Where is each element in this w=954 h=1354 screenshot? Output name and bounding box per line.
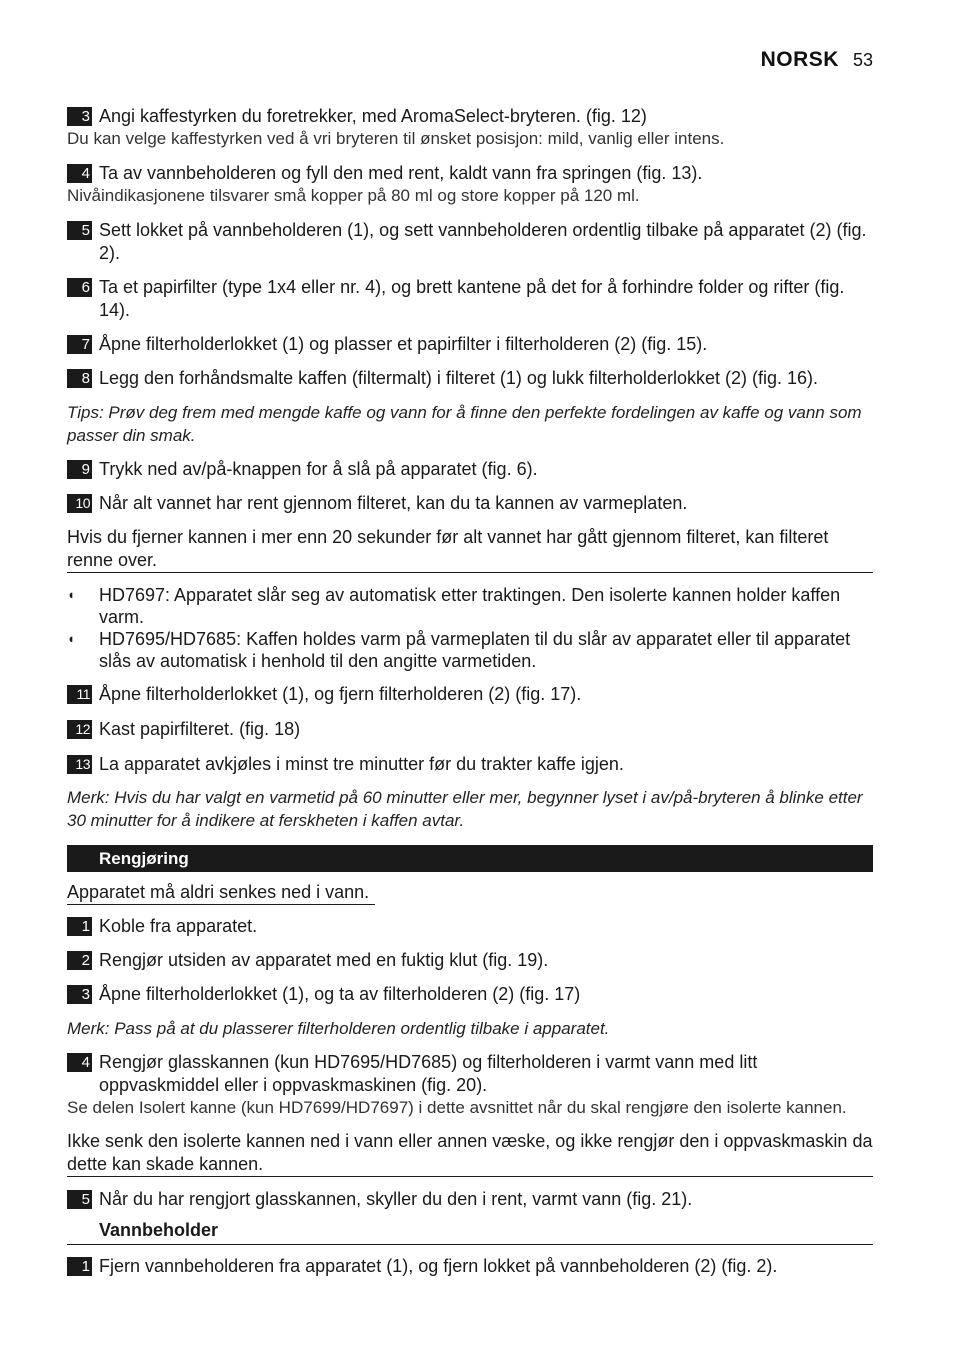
step-text: La apparatet avkjøles i minst tre minutter før du trakter kaffe igjen. [99, 754, 624, 774]
brew-step-5 [67, 219, 873, 265]
page-content [67, 105, 873, 1278]
step-number: 6 [67, 278, 92, 297]
clean-step-2 [67, 949, 873, 972]
step-number: 13 [67, 755, 92, 774]
page-header [761, 48, 873, 72]
warning-text: Apparatet må aldri senkes ned i vann. [67, 881, 375, 905]
step-number: 9 [67, 460, 92, 479]
bullet-icon: ◖ [67, 631, 75, 646]
step-text: Åpne filterholderlokket (1), og fjern filterholderen (2) (fig. 17). [99, 684, 582, 704]
step-text: Åpne filterholderlokket (1) og plasser et papirfilter i filterholderen (2) (fig. 15). [99, 334, 708, 354]
step-text: Når du har rengjort glasskannen, skyller du den i rent, varmt vann (fig. 21). [99, 1189, 693, 1209]
bullet-text: HD7697: Apparatet slår seg av automatisk etter traktingen. Den isolerte kannen holder kaffen varm. [99, 585, 841, 627]
step-text: Ta et papirfilter (type 1x4 eller nr. 4), og brett kantene på det for å forhindre folder og rifter (fig. 14). [99, 277, 845, 320]
step-text: Rengjør utsiden av apparatet med en fuktig klut (fig. 19). [99, 950, 549, 970]
brew-step-9 [67, 458, 873, 481]
step-number: 2 [67, 951, 92, 970]
warning-text: Hvis du fjerner kannen i mer enn 20 sekunder før alt vannet har gått gjennom filteret, kan filteret renne over. [67, 526, 873, 573]
tip-text: Tips: Prøv deg frem med mengde kaffe og vann for å finne den perfekte fordelingen av kaffe og vann som passer din smak. [67, 403, 862, 445]
note-text: Merk: Pass på at du plasserer filterholderen ordentlig tilbake i apparatet. [67, 1019, 610, 1038]
list-item [67, 628, 873, 672]
section-heading-cleaning: Rengjøring [67, 845, 873, 872]
language-label: NORSK [760, 48, 839, 71]
step-number: 4 [67, 1053, 92, 1072]
step-number: 8 [67, 369, 92, 388]
brew-step-4 [67, 162, 873, 185]
brew-step-11 [67, 683, 873, 706]
step-text: Angi kaffestyrken du foretrekker, med AromaSelect-bryteren. (fig. 12) [99, 106, 647, 126]
bullet-text: HD7695/HD7685: Kaffen holdes varm på varmeplaten til du slår av apparatet eller til apparatet slås av automatisk i henhold til den angitte varmetiden. [99, 629, 851, 671]
brew-step-7 [67, 333, 873, 356]
step-text: Sett lokket på vannbeholderen (1), og sett vannbeholderen ordentlig tilbake på apparatet (2) (fig. 2). [99, 220, 867, 263]
clean-step-3 [67, 983, 873, 1006]
step-number: 10 [67, 494, 92, 513]
step-number: 5 [67, 221, 92, 240]
step-number: 3 [67, 985, 92, 1004]
step-note: Du kan velge kaffestyrken ved å vri bryteren til ønsket posisjon: mild, vanlig eller intens. [67, 129, 725, 148]
step-text: Legg den forhåndsmalte kaffen (filtermalt) i filteret (1) og lukk filterholderlokket (2) (fig. 16). [99, 368, 818, 388]
step-number: 12 [67, 720, 92, 739]
step-text: Trykk ned av/på-knappen for å slå på apparatet (fig. 6). [99, 459, 538, 479]
brew-step-10 [67, 492, 873, 515]
brew-step-8 [67, 367, 873, 390]
clean-step-4 [67, 1051, 873, 1097]
step-text: Ta av vannbeholderen og fyll den med rent, kaldt vann fra springen (fig. 13). [99, 163, 703, 183]
clean-step-1 [67, 915, 873, 938]
bullet-icon: ◖ [67, 587, 75, 602]
brew-step-12 [67, 718, 873, 741]
step-text: Koble fra apparatet. [99, 916, 258, 936]
subheading-water-tank: Vannbeholder [67, 1219, 873, 1245]
step-text: Åpne filterholderlokket (1), og ta av filterholderen (2) (fig. 17) [99, 984, 581, 1004]
list-item [67, 584, 873, 628]
step-number: 4 [67, 164, 92, 183]
step-note: Se delen Isolert kanne (kun HD7699/HD7697) i dette avsnittet når du skal rengjøre den isolerte kannen. [67, 1098, 847, 1117]
warning-text: Ikke senk den isolerte kannen ned i vann eller annen væske, og ikke rengjør den i oppvaskmaskin da dette kan skade kannen. [67, 1130, 873, 1177]
step-number: 11 [67, 685, 92, 704]
step-text: Kast papirfilteret. (fig. 18) [99, 719, 301, 739]
step-text: Fjern vannbeholderen fra apparatet (1), og fjern lokket på vannbeholderen (2) (fig. 2). [99, 1256, 778, 1276]
step-text: Når alt vannet har rent gjennom filteret, kan du ta kannen av varmeplaten. [99, 493, 688, 513]
step-text: Rengjør glasskannen (kun HD7695/HD7685) og filterholderen i varmt vann med litt oppvaskmiddel eller i oppvaskmaskinen (fig. 20). [99, 1052, 758, 1095]
step-number: 7 [67, 335, 92, 354]
brew-step-6 [67, 276, 873, 322]
clean-step-5 [67, 1188, 873, 1211]
tank-step-1 [67, 1255, 873, 1278]
page-number: 53 [852, 50, 873, 70]
brew-step-3 [67, 105, 873, 128]
step-note: Nivåindikasjonene tilsvarer små kopper på 80 ml og store kopper på 120 ml. [67, 186, 640, 205]
brew-step-13 [67, 753, 873, 776]
note-text: Merk: Hvis du har valgt en varmetid på 60 minutter eller mer, begynner lyset i av/på-bryteren å blinke etter 30 minutter for å indikere at ferskheten i kaffen avtar. [67, 788, 863, 830]
step-number: 1 [67, 1257, 92, 1276]
step-number: 1 [67, 917, 92, 936]
step-number: 5 [67, 1190, 92, 1209]
step-number: 3 [67, 107, 92, 126]
